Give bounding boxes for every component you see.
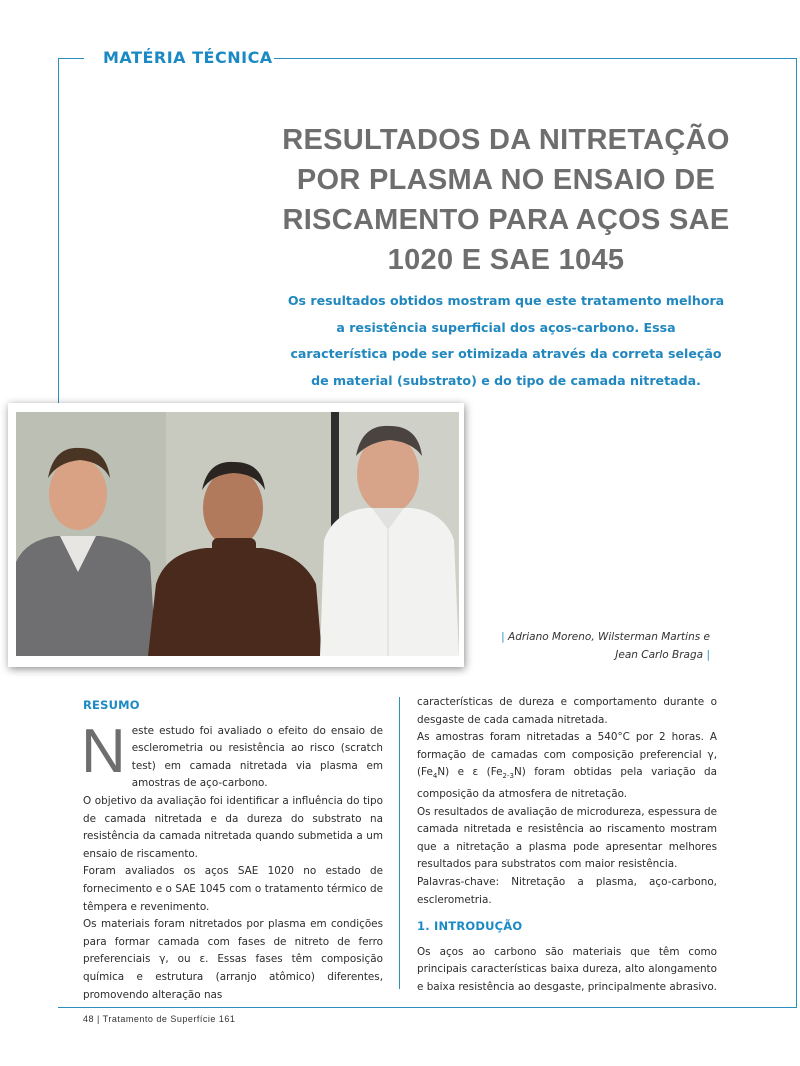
resumo-paragraph-6 xyxy=(417,729,717,803)
formula-subscript-1: 4 xyxy=(432,772,438,781)
caption-bar-left: | xyxy=(501,631,505,643)
caption-line-2: Jean Carlo Braga xyxy=(615,649,704,661)
authors-photo-illustration xyxy=(16,412,459,656)
frame-line-bottom xyxy=(58,1007,797,1008)
resumo-paragraph-6-part-b: N) e ε (Fe xyxy=(437,766,503,779)
frame-line-top-left xyxy=(58,58,84,59)
resumo-paragraph-6-part-a: As amostras foram nitretadas a 540°C por 2 horas. A formação de camadas com composição preferencial γ, (Fe xyxy=(417,731,717,779)
article-lead: Os resultados obtidos mostram que este tratamento melhora a resistência superficial dos aços-carbono. Essa característica pode ser otimizada através da correta seleção de material (substrato) e do tipo de camada nitretada. xyxy=(287,293,725,388)
photo-card xyxy=(8,403,464,667)
formula-subscript-2: 2-3 xyxy=(502,772,514,781)
resumo-paragraph-1 xyxy=(81,716,383,793)
page-footer: 48 | Tratamento de Superfície 161 xyxy=(83,1014,236,1024)
frame-line-right xyxy=(796,58,797,1008)
resumo-heading: RESUMO xyxy=(83,698,140,712)
drop-cap: N xyxy=(81,716,126,786)
authors-photo xyxy=(16,412,459,656)
introducao-heading: 1. INTRODUÇÃO xyxy=(417,919,523,934)
resumo-paragraph-2: O objetivo da avaliação foi identificar a influência do tipo de camada nitretada e da dureza do substrato na resistência da camada nitretada quando submetida a um ensaio de riscamento. xyxy=(83,794,383,860)
article-title: RESULTADOS DA NITRETAÇÃO POR PLASMA NO ENSAIO DE RISCAMENTO PARA AÇOS SAE 1020 E SAE 1045 xyxy=(282,124,730,276)
frame-line-left xyxy=(58,58,59,404)
resumo-paragraph-6-part-c: N) foram obtidas pela variação da composição da atmosfera de nitretação. xyxy=(417,766,718,801)
resumo-paragraph-4: Os materiais foram nitretados por plasma em condições para formar camada com fases de nitreto de ferro preferenciais γ, ou ε. Essas fases têm composição química e estrutura (arranjo atômico) diferentes, promovendo alteração nas xyxy=(83,918,383,1001)
resumo-paragraph-3: Foram avaliados os aços SAE 1020 no estado de fornecimento e o SAE 1045 com o tratamento térmico de têmpera e revenimento. xyxy=(83,865,383,913)
keywords: Palavras-chave: Nitretação a plasma, aço-carbono, esclerometria. xyxy=(417,876,717,906)
frame-line-top-right xyxy=(274,58,797,59)
resumo-paragraph-7: Os resultados de avaliação de microdureza, espessura de camada nitretada e resistência ao riscamento mostram que a nitretação a plasma pode apresentar melhores resultados para substratos com maior resistência. xyxy=(417,805,717,871)
photo-caption xyxy=(490,628,710,664)
resumo-paragraph-5: características de dureza e comportamento durante o desgaste de cada camada nitretada. xyxy=(417,696,717,726)
column-left xyxy=(83,697,383,1004)
caption-line-1: Adriano Moreno, Wilsterman Martins e xyxy=(508,631,710,643)
column-right xyxy=(417,694,717,997)
caption-bar-right: | xyxy=(706,649,710,661)
resumo-paragraph-1-text: este estudo foi avaliado o efeito do ensaio de esclerometria ou resistência ao risco (scratch test) em camada nitretada via plasma em amostras de aço-carbono. xyxy=(131,724,383,790)
introducao-paragraph-1: Os aços ao carbono são materiais que têm como principais características baixa dureza, alto alongamento e baixa resistência ao desgaste, principalmente abrasivo. xyxy=(417,945,717,993)
section-label: MATÉRIA TÉCNICA xyxy=(103,48,273,67)
column-divider xyxy=(399,697,400,989)
